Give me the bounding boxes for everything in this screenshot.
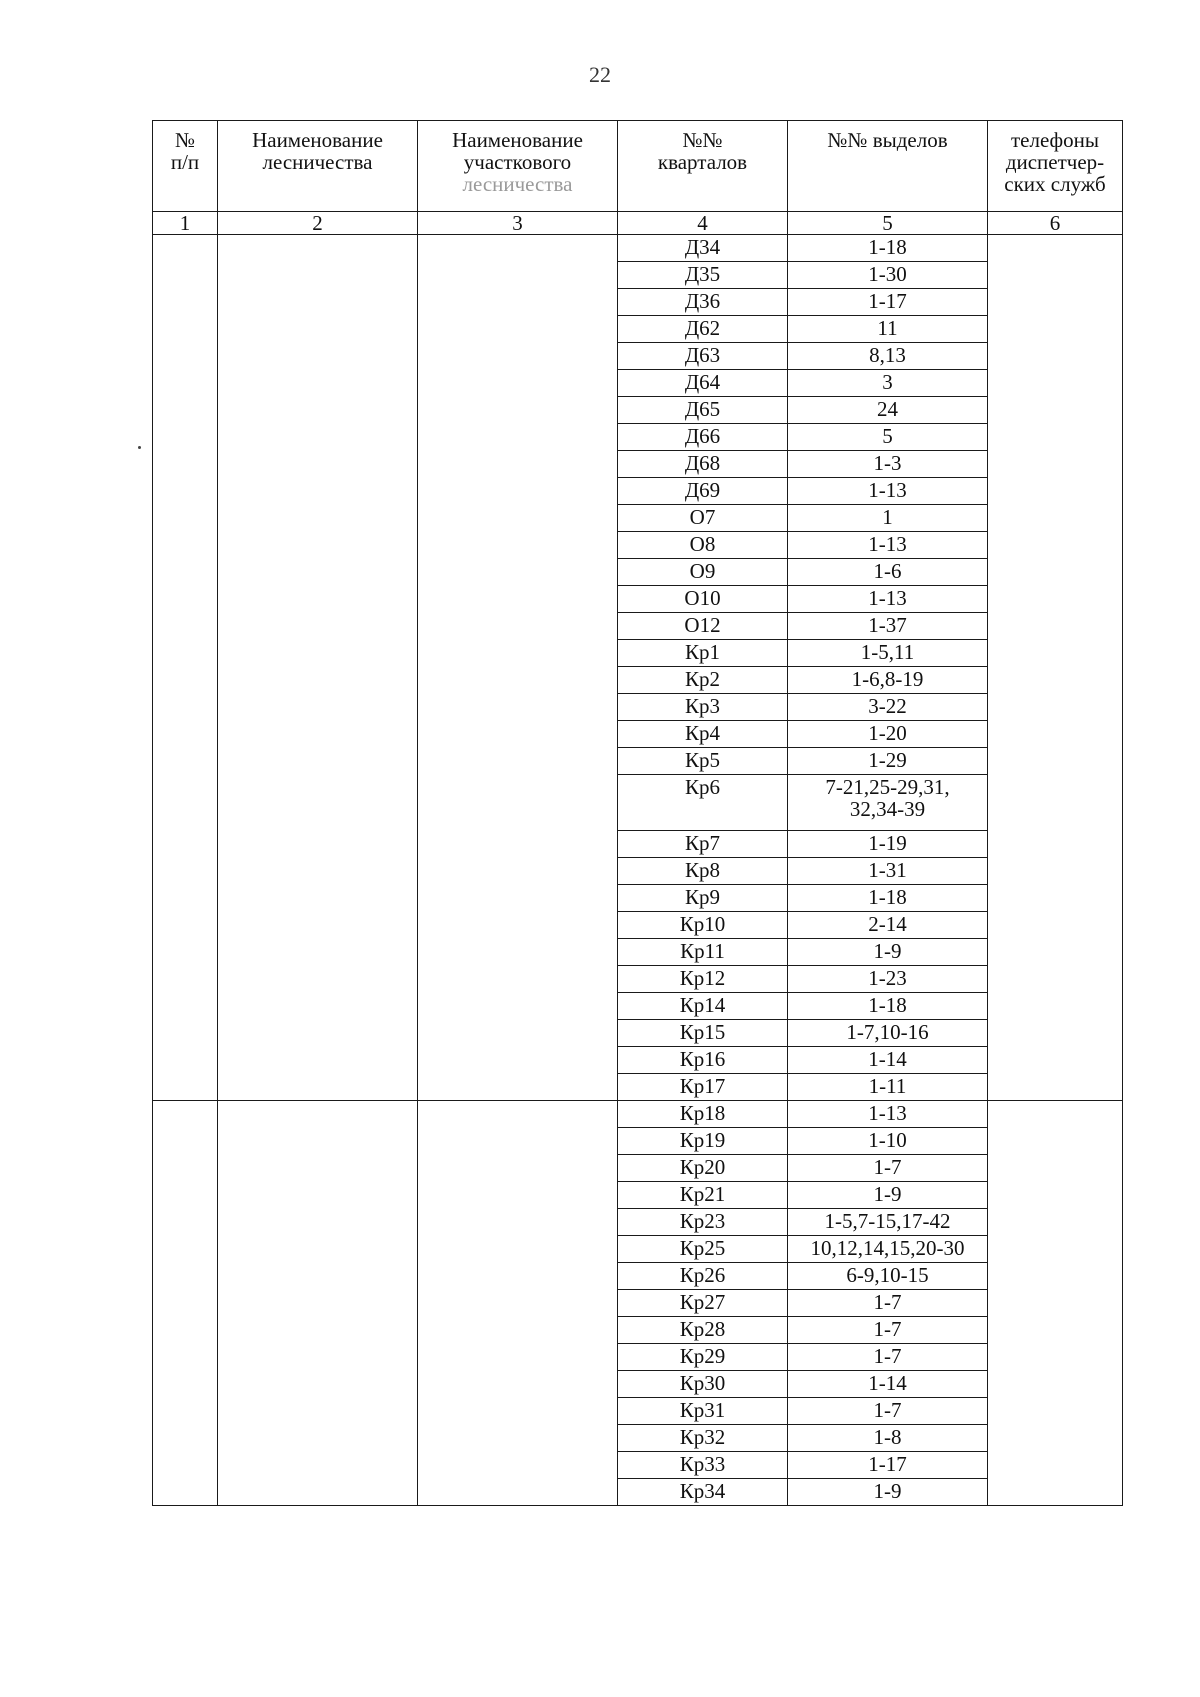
quarter-cell: Д65: [618, 397, 788, 424]
allotments-cell: 1-6,8-19: [788, 667, 988, 694]
quarter-cell: Кр30: [618, 1371, 788, 1398]
group1-number-cell: [153, 235, 218, 1101]
quarter-cell: Кр7: [618, 831, 788, 858]
header-forestry-name: Наименование лесничества: [218, 121, 418, 212]
quarter-cell: Кр16: [618, 1047, 788, 1074]
allotments-cell: 1-13: [788, 1101, 988, 1128]
quarter-cell: Кр31: [618, 1398, 788, 1425]
table-row: [153, 1101, 1123, 1128]
allotments-cell: 7-21,25-29,31, 32,34-39: [788, 775, 988, 831]
quarter-cell: Кр10: [618, 912, 788, 939]
allotments-cell: 1-13: [788, 532, 988, 559]
allotments-cell: 1-14: [788, 1047, 988, 1074]
allotments-cell: 1-11: [788, 1074, 988, 1101]
quarter-cell: Кр12: [618, 966, 788, 993]
group2-number-cell: [153, 1101, 218, 1506]
quarter-cell: Кр34: [618, 1479, 788, 1506]
table-row: [153, 235, 1123, 262]
quarter-cell: Кр8: [618, 858, 788, 885]
allotments-cell: 1-7: [788, 1290, 988, 1317]
allotments-cell: 1: [788, 505, 988, 532]
allotments-cell: 1-18: [788, 993, 988, 1020]
quarter-cell: О9: [618, 559, 788, 586]
quarter-cell: Кр32: [618, 1425, 788, 1452]
group1-phones-cell: [988, 235, 1123, 1101]
quarter-cell: Д63: [618, 343, 788, 370]
quarter-cell: О7: [618, 505, 788, 532]
allotments-cell: 1-13: [788, 478, 988, 505]
allotments-cell: 6-9,10-15: [788, 1263, 988, 1290]
allotments-cell: 1-17: [788, 1452, 988, 1479]
allotments-cell: 5: [788, 424, 988, 451]
allotments-cell: 1-13: [788, 586, 988, 613]
allotments-cell: 1-20: [788, 721, 988, 748]
scan-speck: [138, 446, 141, 449]
quarter-cell: О10: [618, 586, 788, 613]
allotments-cell: 1-31: [788, 858, 988, 885]
quarter-cell: Кр18: [618, 1101, 788, 1128]
allotments-cell: 1-9: [788, 1182, 988, 1209]
allotments-cell: 1-17: [788, 289, 988, 316]
quarter-cell: Кр2: [618, 667, 788, 694]
quarter-cell: Кр33: [618, 1452, 788, 1479]
quarter-cell: Д34: [618, 235, 788, 262]
allotments-cell: 1-7,10-16: [788, 1020, 988, 1047]
header-number: № п/п: [153, 121, 218, 212]
header-allotments: №№ выделов: [788, 121, 988, 212]
allotments-cell: 1-7: [788, 1155, 988, 1182]
forestry-table: [152, 120, 1123, 1506]
quarter-cell: Д69: [618, 478, 788, 505]
group1-forestry-name-cell: [218, 235, 418, 1101]
allotments-cell: 1-9: [788, 1479, 988, 1506]
allotments-cell: 24: [788, 397, 988, 424]
allotments-cell: 1-3: [788, 451, 988, 478]
page-number: 22: [589, 62, 611, 87]
header-district-line1: Наименование участкового: [452, 128, 583, 174]
quarter-cell: Кр20: [618, 1155, 788, 1182]
quarter-cell: Кр11: [618, 939, 788, 966]
quarter-cell: Кр3: [618, 694, 788, 721]
quarter-cell: Кр26: [618, 1263, 788, 1290]
allotments-cell: 1-19: [788, 831, 988, 858]
quarter-cell: Д66: [618, 424, 788, 451]
group2-district-forestry-cell: [418, 1101, 618, 1506]
quarter-cell: Кр9: [618, 885, 788, 912]
allotments-cell: 1-9: [788, 939, 988, 966]
column-number: 6: [988, 212, 1123, 235]
quarter-cell: Кр19: [618, 1128, 788, 1155]
column-number: 3: [418, 212, 618, 235]
allotments-cell: 10,12,14,15,20-30: [788, 1236, 988, 1263]
quarter-cell: Кр28: [618, 1317, 788, 1344]
header-district-forestry-name: [418, 121, 618, 212]
quarter-cell: Кр1: [618, 640, 788, 667]
quarter-cell: Д62: [618, 316, 788, 343]
quarter-cell: Д36: [618, 289, 788, 316]
quarter-cell: Д35: [618, 262, 788, 289]
column-number: 4: [618, 212, 788, 235]
header-dispatch-phones: телефоны диспетчер- ских служб: [988, 121, 1123, 212]
quarter-cell: О12: [618, 613, 788, 640]
allotments-cell: 1-30: [788, 262, 988, 289]
quarter-cell: Кр14: [618, 993, 788, 1020]
quarter-cell: О8: [618, 532, 788, 559]
group2-phones-cell: [988, 1101, 1123, 1506]
table-header-row: [153, 121, 1123, 212]
allotments-cell: 1-7: [788, 1398, 988, 1425]
allotments-cell: 8,13: [788, 343, 988, 370]
column-number: 1: [153, 212, 218, 235]
quarter-cell: Кр4: [618, 721, 788, 748]
quarter-cell: Кр17: [618, 1074, 788, 1101]
allotments-cell: 11: [788, 316, 988, 343]
allotments-cell: 1-5,7-15,17-42: [788, 1209, 988, 1236]
group1-district-forestry-cell: [418, 235, 618, 1101]
column-number: 5: [788, 212, 988, 235]
group2-forestry-name-cell: [218, 1101, 418, 1506]
allotments-cell: 1-7: [788, 1344, 988, 1371]
allotments-cell: 1-37: [788, 613, 988, 640]
allotments-cell: 1-8: [788, 1425, 988, 1452]
allotments-cell: 1-23: [788, 966, 988, 993]
quarter-cell: Д68: [618, 451, 788, 478]
column-number: 2: [218, 212, 418, 235]
quarter-cell: Кр5: [618, 748, 788, 775]
quarter-cell: Кр29: [618, 1344, 788, 1371]
allotments-cell: 1-29: [788, 748, 988, 775]
header-district-line2: лесничества: [462, 172, 573, 196]
allotments-cell: 3: [788, 370, 988, 397]
quarter-cell: Кр25: [618, 1236, 788, 1263]
allotments-cell: 1-18: [788, 885, 988, 912]
allotments-cell: 1-6: [788, 559, 988, 586]
quarter-cell: Кр27: [618, 1290, 788, 1317]
quarter-cell: Кр15: [618, 1020, 788, 1047]
header-quarters: №№ кварталов: [618, 121, 788, 212]
quarter-cell: Кр23: [618, 1209, 788, 1236]
allotments-cell: 2-14: [788, 912, 988, 939]
quarter-cell: Кр6: [618, 775, 788, 831]
quarter-cell: Кр21: [618, 1182, 788, 1209]
allotments-cell: 1-7: [788, 1317, 988, 1344]
allotments-cell: 1-14: [788, 1371, 988, 1398]
column-numbers-row: [153, 212, 1123, 235]
allotments-cell: 3-22: [788, 694, 988, 721]
quarter-cell: Д64: [618, 370, 788, 397]
allotments-cell: 1-18: [788, 235, 988, 262]
allotments-cell: 1-5,11: [788, 640, 988, 667]
allotments-cell: 1-10: [788, 1128, 988, 1155]
